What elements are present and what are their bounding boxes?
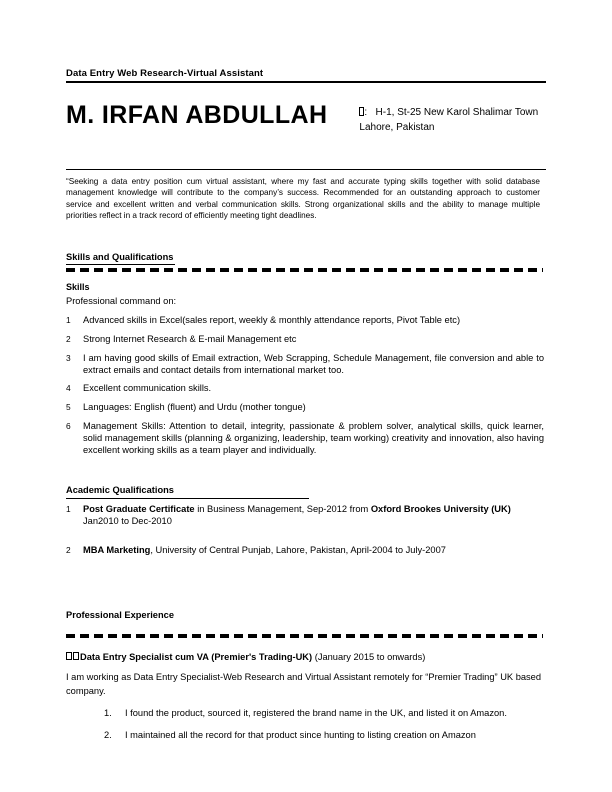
list-item	[66, 315, 546, 327]
list-item	[66, 421, 546, 456]
bullet-box-icon-1	[66, 652, 72, 660]
table-row	[66, 504, 546, 528]
list-item-number: 3	[66, 352, 71, 363]
objective-top-rule	[66, 169, 546, 170]
list-item-number: 4	[66, 383, 71, 394]
experience-job-header	[66, 651, 546, 664]
contact-separator: :	[364, 107, 368, 118]
bullet-box-icon-2	[73, 652, 79, 660]
experience-job-title: Data Entry Specialist cum VA (Premier's Trading-UK)	[80, 651, 313, 662]
list-item-text: Advanced skills in Excel(sales report, weekly & monthly attendance reports, Pivot Table etc)	[83, 315, 461, 326]
list-item	[66, 334, 546, 346]
contact-line-1	[359, 105, 538, 120]
list-item	[66, 383, 546, 395]
list-item	[104, 707, 546, 720]
list-item-text: I am having good skills of Email extraction, Web Scrapping, Schedule Management, file conversion and able to extract emails and contact details from international market too.	[83, 352, 544, 375]
academic-dates: Jan2010 to Dec-2010	[83, 516, 172, 527]
skills-subheading: Skills	[66, 282, 90, 293]
list-item	[66, 402, 546, 414]
experience-section-heading: Professional Experience	[66, 609, 174, 620]
document-header-title: Data Entry Web Research-Virtual Assistant	[66, 68, 264, 79]
list-item-number: 6	[66, 420, 71, 431]
list-item-text: Strong Internet Research & E-mail Management etc	[83, 333, 297, 344]
experience-dashed-divider	[66, 634, 543, 638]
skills-intro-line: Professional command on:	[66, 296, 177, 307]
list-item	[66, 353, 546, 377]
experience-paragraph: I am working as Data Entry Specialist-Web Research and Virtual Assistant remotely for “Premier Trading” UK based company.	[66, 671, 542, 696]
address-line-1: H-1, St-25 New Karol Shalimar Town	[375, 107, 539, 118]
table-row	[66, 545, 546, 557]
academic-item-text	[83, 504, 546, 528]
skills-list	[66, 315, 546, 456]
list-item	[104, 729, 546, 742]
academic-item-text	[83, 545, 546, 557]
academic-item-number: 2	[66, 544, 71, 555]
skills-section	[66, 247, 546, 456]
academic-section	[66, 484, 546, 556]
academic-item-number: 1	[66, 504, 71, 515]
resume-content	[66, 0, 546, 742]
academic-detail: in Business Management, Sep-2012 from	[194, 504, 371, 515]
header-divider-rule	[66, 81, 546, 83]
skills-section-heading: Skills and Qualifications	[66, 251, 175, 265]
experience-section	[66, 609, 546, 742]
list-item-number: 1	[66, 315, 71, 326]
experience-point-number: 2.	[104, 729, 112, 740]
contact-block	[359, 105, 538, 135]
objective-paragraph: “Seeking a data entry position cum virtual assistant, where my fast and accurate typing skills together with solid database management knowledge will contribute to the company’s success. Recommended for an outstanding approach to customer service and excellent written and verbal communication skills. Strong organizational skills and the ability to manage multiple priorities reflect in a track record of efficiently meeting tight deadlines.	[66, 177, 540, 220]
name-and-contact-row	[66, 101, 546, 135]
academic-detail: , University of Central Punjab, Lahore, Pakistan, April-2004 to July-2007	[150, 544, 446, 555]
skills-dashed-divider	[66, 268, 543, 272]
list-item-number: 5	[66, 402, 71, 413]
list-item-text: Languages: English (fluent) and Urdu (mother tongue)	[83, 402, 306, 413]
academic-heading-rule	[66, 498, 309, 499]
list-item-text: Management Skills: Attention to detail, integrity, passionate & problem solver, analytical skills, quick learner, solid management skills (planning & organizing, leadership, team working) creativity and innovation, also having excellent working skills as a team player and individually.	[83, 420, 544, 455]
list-item-text: Excellent communication skills.	[83, 383, 212, 394]
experience-job-dates: (January 2015 to onwards)	[314, 651, 426, 662]
experience-point-text: I maintained all the record for that product since hunting to listing creation on Amazon	[125, 729, 476, 740]
experience-point-number: 1.	[104, 707, 112, 718]
list-item-number: 2	[66, 333, 71, 344]
academic-degree: Post Graduate Certificate	[83, 504, 195, 515]
experience-point-text: I found the product, sourced it, registered the brand name in the UK, and listed it on Amazon.	[125, 707, 507, 718]
academic-institution: Oxford Brookes University (UK)	[370, 504, 511, 515]
experience-points-list	[104, 707, 546, 742]
academic-section-heading: Academic Qualifications	[66, 485, 174, 496]
address-line-2: Lahore, Pakistan	[359, 122, 435, 133]
academic-degree: MBA Marketing	[83, 544, 151, 555]
page-title-name: M. IRFAN ABDULLAH	[66, 101, 328, 129]
